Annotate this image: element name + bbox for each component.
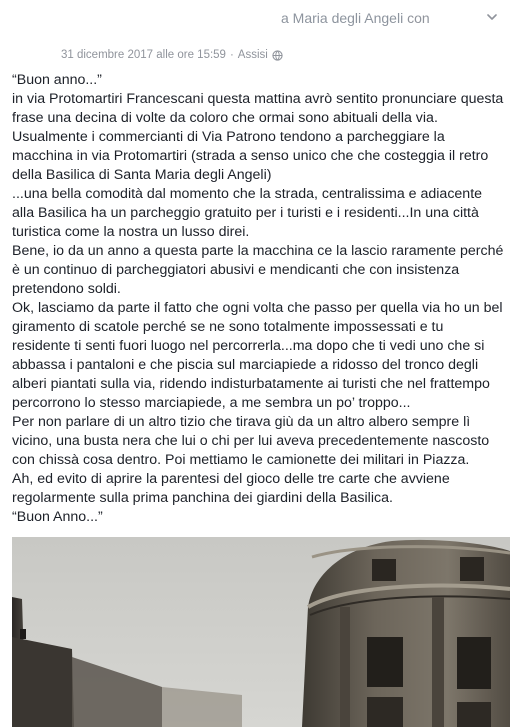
post-paragraph: “Buon Anno...” — [12, 509, 103, 525]
post-timestamp[interactable]: 31 dicembre 2017 alle ore 15:59 — [61, 49, 226, 61]
basilica-photo-illustration — [12, 537, 510, 727]
meta-separator: · — [229, 49, 234, 61]
chevron-down-icon — [487, 12, 497, 22]
post-location[interactable]: Assisi — [237, 49, 268, 61]
post-options-button[interactable] — [483, 8, 501, 26]
author-line — [281, 9, 430, 27]
connector-text: con — [407, 10, 430, 26]
post-photo[interactable] — [12, 537, 510, 727]
post-header — [0, 0, 510, 70]
post-paragraph: Usualmente i commercianti di Via Patrono tendono a parcheggiare la macchina in via Protomartiri (strada a senso unico che che costeggia il retro della Basilica di Santa Maria degli Angeli) — [12, 129, 493, 183]
post-paragraph: ...una bella comodità dal momento che la strada, centralissima e adiacente alla Basilica ha un parcheggio gratuito per i turisti e i residenti...In una città turistica come la nostra un lusso direi. — [12, 186, 486, 240]
post-paragraph: Ok, lasciamo da parte il fatto che ogni volta che passo per quella via ho un bel giramento di scatole perché se ne sono totalmente impossessati e tu residente ti senti fuori luogo nel percorrerla...ma dopo che ti vedi uno che si abbassa i pantaloni e che piscia sul marciapiede a ridosso del tronco degli alberi piantati sulla via, ridendo indisturbatamente ai turisti che nel frattempo percorrono lo stesso marciapiede, a me sembra un po’ troppo... — [12, 300, 507, 411]
globe-icon[interactable] — [272, 50, 283, 61]
post-paragraph: “Buon anno...” — [12, 72, 102, 88]
post-paragraph: Per non parlare di un altro tizio che tirava giù da un altro albero sempre lì vicino, una busta nera che lui o chi per lui aveva precedentemente nascosto con chissà cosa dentro. Poi mettiamo le camionette dei militari in Piazza. — [12, 414, 494, 468]
post-meta — [61, 48, 283, 62]
post-paragraph: Ah, ed evito di aprire la parentesi del gioco delle tre carte che avviene regolarmente sulla prima panchina dei giardini della Basilica. — [12, 471, 454, 506]
post-paragraph: in via Protomartiri Francescani questa mattina avrò sentito pronunciare questa frase una decina di volte da coloro che ormai sono abituali della via. — [12, 91, 508, 126]
post-body — [12, 71, 508, 527]
place-link[interactable]: a Maria degli Angeli — [281, 10, 404, 26]
post-paragraph: Bene, io da un anno a questa parte la macchina ce la lascio raramente perché è un continuo di parcheggiatori abusivi e mendicanti che con insistenza pretendono soldi. — [12, 243, 508, 297]
